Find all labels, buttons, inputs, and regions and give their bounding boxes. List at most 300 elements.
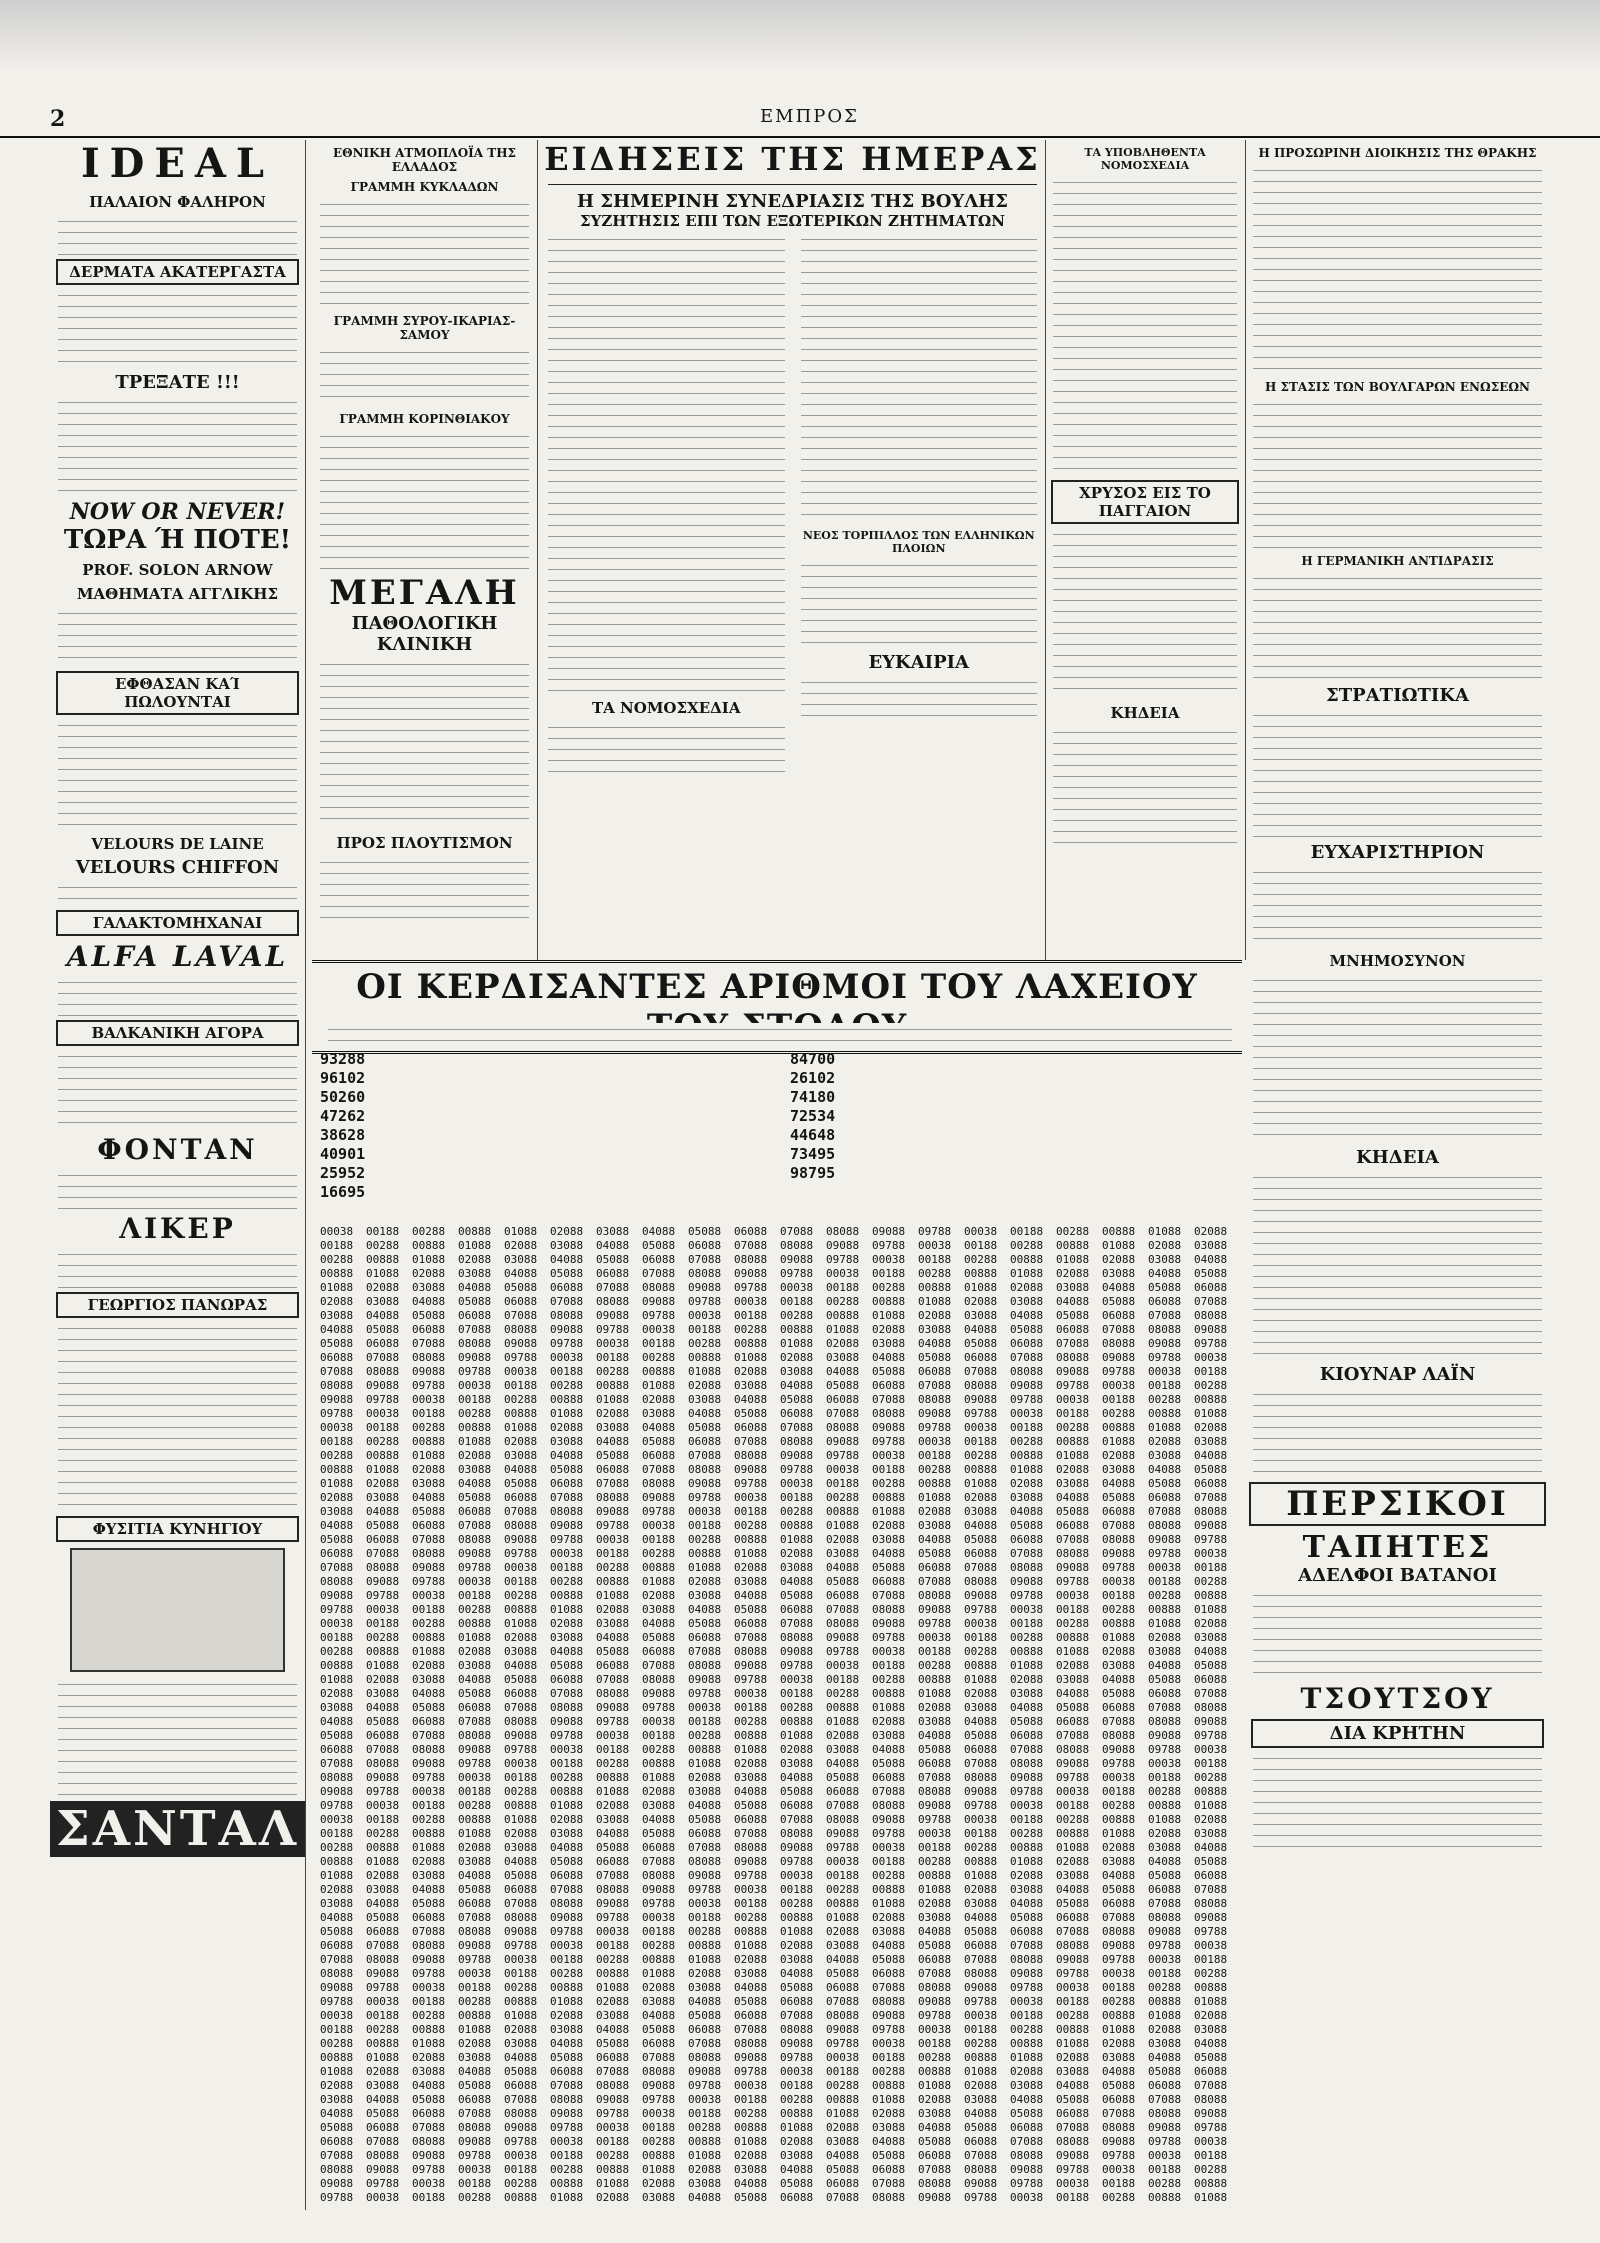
grid-number: 04088 xyxy=(964,1323,998,1336)
grid-number: 06088 xyxy=(918,1365,952,1378)
grid-number: 07088 xyxy=(918,1967,952,1980)
grid-number: 01088 xyxy=(780,1925,814,1938)
grid-number: 01088 xyxy=(1194,2191,1228,2204)
grid-number: 04088 xyxy=(918,1925,952,1938)
text-block xyxy=(58,1678,297,1798)
grid-number: 01088 xyxy=(1194,1603,1228,1616)
grid-number: 05088 xyxy=(550,1659,584,1672)
grid-number: 00038 xyxy=(412,2177,446,2190)
grid-number: 06088 xyxy=(366,1533,400,1546)
grid-number: 00188 xyxy=(412,2191,446,2204)
grid-number: 02088 xyxy=(550,2009,584,2022)
grid-number: 04088 xyxy=(1010,1701,1044,1714)
grid-number: 08088 xyxy=(964,1967,998,1980)
grid-number: 06088 xyxy=(504,1295,538,1308)
grid-number: 08088 xyxy=(1010,1561,1044,1574)
grid-number: 06088 xyxy=(550,2065,584,2078)
grid-number: 00038 xyxy=(734,1295,768,1308)
grid-number: 09788 xyxy=(550,1925,584,1938)
grid-number: 00288 xyxy=(412,2009,446,2022)
grid-number: 04088 xyxy=(872,1743,906,1756)
grid-number: 05088 xyxy=(734,1995,768,2008)
grid-number: 02088 xyxy=(734,1365,768,1378)
grid-number: 05088 xyxy=(688,1421,722,1434)
grid-number: 07088 xyxy=(1010,1939,1044,1952)
grid-number: 01088 xyxy=(550,1995,584,2008)
grid-number: 03088 xyxy=(504,1449,538,1462)
grid-number: 04088 xyxy=(1194,1449,1228,1462)
grid-number: 03088 xyxy=(1102,1463,1136,1476)
grid-number: 09788 xyxy=(826,1841,860,1854)
grid-number: 00288 xyxy=(1102,1799,1136,1812)
grid-number: 05088 xyxy=(596,1253,630,1266)
grid-number: 01088 xyxy=(1102,1631,1136,1644)
grid-number: 05088 xyxy=(504,1673,538,1686)
grid-number: 00188 xyxy=(458,1981,492,1994)
grid-number: 04088 xyxy=(1056,1687,1090,1700)
grid-number: 00038 xyxy=(872,1645,906,1658)
grid-number: 06088 xyxy=(1010,1729,1044,1742)
galakto-header: ΓΑΛΑΚΤΟΜΗΧΑΝΑΙ xyxy=(56,910,299,936)
grid-number: 07088 xyxy=(1102,1715,1136,1728)
grid-number: 05088 xyxy=(366,1715,400,1728)
grid-number: 05088 xyxy=(688,1617,722,1630)
grid-number: 07088 xyxy=(596,1281,630,1294)
grid-number: 08088 xyxy=(550,1309,584,1322)
grid-number: 03088 xyxy=(1148,1449,1182,1462)
grid-number: 07088 xyxy=(964,1561,998,1574)
grid-number: 02088 xyxy=(1148,2023,1182,2036)
grid-number: 06088 xyxy=(1010,1925,1044,1938)
grid-number: 02088 xyxy=(826,1925,860,1938)
column-2 xyxy=(312,140,538,960)
grid-number: 09088 xyxy=(504,1337,538,1350)
grid-number: 00288 xyxy=(918,1463,952,1476)
grid-number: 07088 xyxy=(1010,1351,1044,1364)
grid-number: 09788 xyxy=(642,2093,676,2106)
grid-number: 09088 xyxy=(412,1953,446,1966)
grid-number: 00188 xyxy=(412,1995,446,2008)
grid-number: 02088 xyxy=(1056,1267,1090,1280)
grid-number: 04088 xyxy=(550,2037,584,2050)
grid-number: 07088 xyxy=(826,2191,860,2204)
grid-number: 01088 xyxy=(1056,1645,1090,1658)
grid-number: 04088 xyxy=(412,1491,446,1504)
grid-number: 02088 xyxy=(458,1841,492,1854)
alfa-laval: ALFA LAVAL xyxy=(66,940,289,973)
grid-number: 07088 xyxy=(412,1729,446,1742)
grid-number: 03088 xyxy=(872,2121,906,2134)
grid-number: 00288 xyxy=(320,2037,354,2050)
grid-number: 09788 xyxy=(1010,1589,1044,1602)
grid-number: 09088 xyxy=(1194,1323,1228,1336)
grid-number: 09788 xyxy=(918,1225,952,1238)
grid-number: 00888 xyxy=(504,1407,538,1420)
grid-number: 04088 xyxy=(688,2191,722,2204)
grid-number: 00038 xyxy=(826,1855,860,1868)
grid-number: 04088 xyxy=(366,1309,400,1322)
grid-number: 08088 xyxy=(826,1421,860,1434)
grid-number: 09788 xyxy=(412,1967,446,1980)
news-title: ΕΙΔΗΣΕΙΣ ΤΗΣ ΗΜΕΡΑΣ xyxy=(544,140,1041,178)
grid-number: 00188 xyxy=(366,2009,400,2022)
grid-number: 06088 xyxy=(1194,1673,1228,1686)
winning-number: 16695 xyxy=(320,1183,366,1201)
grid-number: 06088 xyxy=(780,1799,814,1812)
grid-number: 00038 xyxy=(1148,1757,1182,1770)
grid-number: 02088 xyxy=(1194,1813,1228,1826)
grid-number: 00038 xyxy=(688,1701,722,1714)
grid-number: 09088 xyxy=(1194,1519,1228,1532)
grid-number: 04088 xyxy=(1148,1659,1182,1672)
grid-number: 00038 xyxy=(780,1477,814,1490)
grid-number: 00288 xyxy=(964,1449,998,1462)
grid-number: 00038 xyxy=(872,2037,906,2050)
grid-number: 06088 xyxy=(550,1869,584,1882)
grid-number: 00288 xyxy=(734,1323,768,1336)
grid-number: 05088 xyxy=(872,2149,906,2162)
grid-number: 06088 xyxy=(550,1281,584,1294)
grid-number: 07088 xyxy=(412,1925,446,1938)
grid-number: 02088 xyxy=(642,1589,676,1602)
grid-number: 02088 xyxy=(504,1435,538,1448)
text-block xyxy=(58,719,297,829)
grid-number: 03088 xyxy=(1148,1253,1182,1266)
grid-number: 00188 xyxy=(596,1547,630,1560)
grid-number: 05088 xyxy=(458,2079,492,2092)
grid-number: 09088 xyxy=(780,2037,814,2050)
grid-number: 06088 xyxy=(642,1449,676,1462)
grid-number: 04088 xyxy=(1194,1253,1228,1266)
grid-number: 09788 xyxy=(320,1603,354,1616)
grid-number: 05088 xyxy=(918,2135,952,2148)
grid-number: 04088 xyxy=(458,1673,492,1686)
grid-number: 00188 xyxy=(366,1421,400,1434)
grid-number: 04088 xyxy=(1056,1295,1090,1308)
grid-number: 04088 xyxy=(1056,1883,1090,1896)
grid-number: 07088 xyxy=(458,1911,492,1924)
grid-number: 07088 xyxy=(780,1813,814,1826)
grid-number: 00038 xyxy=(964,2009,998,2022)
grid-number: 08088 xyxy=(320,2163,354,2176)
grid-number: 05088 xyxy=(734,1407,768,1420)
grid-number: 06088 xyxy=(872,1379,906,1392)
grid-number: 07088 xyxy=(918,2163,952,2176)
grid-number: 00888 xyxy=(780,1715,814,1728)
grid-number: 03088 xyxy=(1056,1673,1090,1686)
grid-number: 09788 xyxy=(826,1253,860,1266)
grid-number: 08088 xyxy=(458,2121,492,2134)
grid-number: 08088 xyxy=(504,1715,538,1728)
grid-number: 00188 xyxy=(550,1953,584,1966)
grid-number: 02088 xyxy=(458,1449,492,1462)
grid-number: 02088 xyxy=(320,1491,354,1504)
grid-number: 00288 xyxy=(964,1253,998,1266)
winning-number: 26102 xyxy=(790,1069,836,1087)
grid-number: 07088 xyxy=(1194,2079,1228,2092)
grid-number: 04088 xyxy=(320,2107,354,2120)
lottery-title: ΟΙ ΚΕΡΔΙΣΑΝΤΕΣ ΑΡΙΘΜΟΙ ΤΟΥ ΛΑΧΕΙΟΥ xyxy=(312,960,1242,1054)
grid-number: 04088 xyxy=(780,2163,814,2176)
grid-number: 04088 xyxy=(596,2023,630,2036)
text-block xyxy=(320,430,529,570)
grid-number: 06088 xyxy=(734,1617,768,1630)
grid-number: 00038 xyxy=(1010,2191,1044,2204)
grid-number: 06088 xyxy=(1056,1911,1090,1924)
grid-number: 07088 xyxy=(366,1743,400,1756)
grid-number: 02088 xyxy=(1056,1659,1090,1672)
grid-number: 01088 xyxy=(872,2093,906,2106)
grid-number: 03088 xyxy=(734,1379,768,1392)
grid-number: 00038 xyxy=(366,2191,400,2204)
grid-number: 04088 xyxy=(780,1379,814,1392)
grid-number: 05088 xyxy=(1194,2051,1228,2064)
grid-number: 01088 xyxy=(1194,1407,1228,1420)
grid-number: 08088 xyxy=(918,1785,952,1798)
grid-number: 06088 xyxy=(780,2191,814,2204)
grid-number: 04088 xyxy=(780,1967,814,1980)
winning-number: 93288 xyxy=(320,1050,366,1068)
grid-number: 00038 xyxy=(1056,1785,1090,1798)
grid-number: 03088 xyxy=(964,1309,998,1322)
grid-number: 00038 xyxy=(1102,1771,1136,1784)
grid-number: 04088 xyxy=(1056,1491,1090,1504)
grid-number: 06088 xyxy=(504,1883,538,1896)
text-block xyxy=(1053,176,1237,476)
grid-number: 00038 xyxy=(596,1925,630,1938)
masthead xyxy=(0,100,1600,138)
grid-number: 05088 xyxy=(826,1379,860,1392)
klinik-header: ΠΑΘΟΛΟΓΙΚΗ ΚΛΙΝΙΚΗ xyxy=(351,613,498,655)
grid-number: 02088 xyxy=(826,1337,860,1350)
grid-number: 00188 xyxy=(596,1351,630,1364)
grid-number: 05088 xyxy=(550,1463,584,1476)
grid-number: 00038 xyxy=(458,1379,492,1392)
grid-number: 00038 xyxy=(964,1225,998,1238)
grid-number: 00288 xyxy=(596,1953,630,1966)
grid-number: 05088 xyxy=(1056,1701,1090,1714)
grid-number: 09088 xyxy=(366,1575,400,1588)
grid-number: 05088 xyxy=(734,1799,768,1812)
grid-number: 09088 xyxy=(366,2163,400,2176)
grid-number: 00188 xyxy=(918,1449,952,1462)
nomosxedia-header-2: ΤΑ ΥΠΟΒΛΗΘΕΝΤΑ ΝΟΜΟΣΧΕΔΙΑ xyxy=(1084,146,1206,172)
grid-number: 09788 xyxy=(1056,2163,1090,2176)
grid-number: 06088 xyxy=(412,1323,446,1336)
grid-number: 01088 xyxy=(688,1365,722,1378)
grid-number: 09788 xyxy=(1194,1337,1228,1350)
grid-number: 03088 xyxy=(550,2023,584,2036)
grid-number: 03088 xyxy=(1102,2051,1136,2064)
tsoutsou-ad: ΤΣΟΥΤΣΟΥ xyxy=(1300,1682,1495,1715)
grid-number: 00888 xyxy=(688,1743,722,1756)
grid-number: 08088 xyxy=(412,1351,446,1364)
grid-number: 09088 xyxy=(642,2079,676,2092)
grid-number: 00038 xyxy=(412,1981,446,1994)
grid-number: 00288 xyxy=(1148,1981,1182,1994)
grid-number: 01088 xyxy=(412,1449,446,1462)
grid-number: 00888 xyxy=(412,1239,446,1252)
grid-number: 00188 xyxy=(964,1239,998,1252)
grid-number: 09088 xyxy=(412,1561,446,1574)
grid-number: 05088 xyxy=(1194,1463,1228,1476)
grid-number: 08088 xyxy=(412,1547,446,1560)
grid-number: 00288 xyxy=(1102,1603,1136,1616)
grid-number: 03088 xyxy=(826,1743,860,1756)
grid-number: 08088 xyxy=(1148,1911,1182,1924)
grid-number: 00888 xyxy=(596,2163,630,2176)
grid-number: 03088 xyxy=(734,1967,768,1980)
grid-number: 09088 xyxy=(1148,1925,1182,1938)
grid-number: 01088 xyxy=(1010,1855,1044,1868)
paper-name: ΕΜΠΡΟΣ xyxy=(760,106,859,127)
line-kyklades: ΓΡΑΜΜΗ ΚΥΚΛΑΔΩΝ xyxy=(350,180,499,194)
grid-number: 03088 xyxy=(1010,1491,1044,1504)
grid-number: 00188 xyxy=(320,1827,354,1840)
grid-number: 08088 xyxy=(872,1407,906,1420)
grid-number: 09088 xyxy=(964,2177,998,2190)
grid-number: 00888 xyxy=(964,1463,998,1476)
grid-number: 09788 xyxy=(1102,1953,1136,1966)
grid-number: 00188 xyxy=(1148,1379,1182,1392)
grid-number: 00038 xyxy=(918,1435,952,1448)
grid-number: 00288 xyxy=(826,2079,860,2092)
grid-number: 07088 xyxy=(1056,2121,1090,2134)
grid-number: 00188 xyxy=(1194,1757,1228,1770)
grid-number: 07088 xyxy=(1148,2093,1182,2106)
grid-number: 04088 xyxy=(458,1281,492,1294)
grid-number: 07088 xyxy=(504,1505,538,1518)
grid-number: 00038 xyxy=(550,2135,584,2148)
grid-number: 09788 xyxy=(872,1435,906,1448)
grid-number: 07088 xyxy=(826,1407,860,1420)
grid-number: 04088 xyxy=(320,1323,354,1336)
grid-number: 05088 xyxy=(596,1841,630,1854)
grid-number: 08088 xyxy=(872,2191,906,2204)
grid-number: 00188 xyxy=(688,1519,722,1532)
grid-number: 05088 xyxy=(1148,1869,1182,1882)
grid-number: 00188 xyxy=(780,1883,814,1896)
grid-number: 09788 xyxy=(550,1337,584,1350)
grid-number: 01088 xyxy=(642,1771,676,1784)
text-block xyxy=(58,289,297,369)
grid-number: 09088 xyxy=(780,1449,814,1462)
grid-number: 09088 xyxy=(964,1785,998,1798)
grid-number: 07088 xyxy=(320,1953,354,1966)
grid-number: 01088 xyxy=(412,1841,446,1854)
grid-number: 09788 xyxy=(596,1323,630,1336)
grid-number: 09788 xyxy=(458,2149,492,2162)
grid-number: 00188 xyxy=(458,1589,492,1602)
grid-number: 00188 xyxy=(1102,1589,1136,1602)
grid-number: 04088 xyxy=(550,1253,584,1266)
winning-number: 72534 xyxy=(790,1107,836,1125)
grid-number: 07088 xyxy=(1102,1323,1136,1336)
grid-number: 00888 xyxy=(642,2149,676,2162)
grid-number: 00288 xyxy=(366,1631,400,1644)
grid-number: 00188 xyxy=(642,1925,676,1938)
grid-number: 02088 xyxy=(366,1673,400,1686)
grid-number: 00188 xyxy=(826,2065,860,2078)
grid-number: 01088 xyxy=(734,1547,768,1560)
grid-number: 06088 xyxy=(1102,1505,1136,1518)
grid-number: 00888 xyxy=(1102,1617,1136,1630)
grid-number: 02088 xyxy=(872,1519,906,1532)
grid-number: 00188 xyxy=(1056,1995,1090,2008)
grid-number: 09088 xyxy=(1010,1967,1044,1980)
grid-number: 02088 xyxy=(1102,1253,1136,1266)
grid-number: 00188 xyxy=(504,1575,538,1588)
grid-number: 09788 xyxy=(734,1281,768,1294)
grid-number: 03088 xyxy=(412,2065,446,2078)
grid-number: 00038 xyxy=(826,1463,860,1476)
grid-number: 04088 xyxy=(964,1715,998,1728)
grid-number: 00038 xyxy=(1102,1967,1136,1980)
grid-number: 01088 xyxy=(1010,1659,1044,1672)
grid-number: 03088 xyxy=(826,2135,860,2148)
grid-number: 05088 xyxy=(1102,1491,1136,1504)
grid-number: 09788 xyxy=(320,1799,354,1812)
grid-number: 04088 xyxy=(734,2177,768,2190)
grid-number: 06088 xyxy=(826,1393,860,1406)
grid-number: 07088 xyxy=(1010,1547,1044,1560)
grid-number: 00288 xyxy=(1148,2177,1182,2190)
grid-number: 00288 xyxy=(872,1869,906,1882)
grid-number: 00188 xyxy=(550,1561,584,1574)
grid-number: 00288 xyxy=(504,2177,538,2190)
grid-number: 02088 xyxy=(1102,1841,1136,1854)
lottery-top-results xyxy=(320,1020,1240,1210)
grid-number: 00888 xyxy=(734,1925,768,1938)
grid-number: 06088 xyxy=(550,1477,584,1490)
grid-number: 09788 xyxy=(1010,1981,1044,1994)
grid-number: 08088 xyxy=(964,2163,998,2176)
grid-number: 03088 xyxy=(826,1351,860,1364)
grid-number: 00888 xyxy=(918,1477,952,1490)
grid-number: 07088 xyxy=(688,1449,722,1462)
grid-number: 08088 xyxy=(1102,2121,1136,2134)
trexate-header: ΤΡΕΞΑΤΕ !!! xyxy=(115,372,240,393)
grid-number: 00888 xyxy=(688,1939,722,1952)
grid-number: 03088 xyxy=(1056,1477,1090,1490)
grid-number: 09788 xyxy=(504,1743,538,1756)
grid-number: 04088 xyxy=(918,2121,952,2134)
grid-number: 09788 xyxy=(1056,1575,1090,1588)
grid-number: 07088 xyxy=(550,1687,584,1700)
grid-number: 08088 xyxy=(550,1701,584,1714)
grid-number: 06088 xyxy=(1194,2065,1228,2078)
grid-number: 06088 xyxy=(1010,1533,1044,1546)
grid-number: 03088 xyxy=(826,1547,860,1560)
grid-number: 00188 xyxy=(734,1701,768,1714)
grid-number: 00188 xyxy=(1056,1407,1090,1420)
grid-number: 02088 xyxy=(1010,2065,1044,2078)
grid-number: 09088 xyxy=(1194,1911,1228,1924)
grid-number: 09788 xyxy=(688,1491,722,1504)
grid-number: 03088 xyxy=(642,1799,676,1812)
grid-number: 00188 xyxy=(1102,1981,1136,1994)
grid-number: 00288 xyxy=(688,1337,722,1350)
grid-number: 05088 xyxy=(320,1533,354,1546)
grid-number: 05088 xyxy=(780,1393,814,1406)
grid-number: 06088 xyxy=(1148,2079,1182,2092)
grid-number: 00888 xyxy=(780,2107,814,2120)
grid-number: 00288 xyxy=(780,1897,814,1910)
grid-number: 04088 xyxy=(642,1225,676,1238)
grid-number: 09788 xyxy=(918,1813,952,1826)
grid-number: 09088 xyxy=(1102,1939,1136,1952)
grid-number: 00288 xyxy=(872,1477,906,1490)
